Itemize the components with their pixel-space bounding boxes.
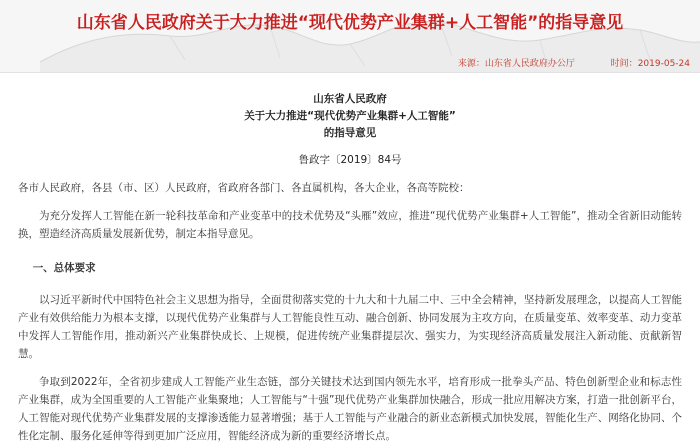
section-title: 一、总体要求 [32, 262, 96, 274]
page-title: 山东省人民政府关于大力推进“现代优势产业集群+人工智能”的指导意见 [76, 13, 624, 33]
document-heading [18, 91, 682, 142]
document-body [0, 91, 700, 445]
issuer: 山东省人民政府 [313, 93, 387, 105]
addressee: 各市人民政府，各县（市、区）人民政府，省政府各部门、各直属机构，各大企业，各高等院校： [18, 182, 470, 194]
header-banner [0, 0, 700, 73]
time-value: 2019-05-24 [637, 59, 690, 69]
paragraph: 以习近平新时代中国特色社会主义思想为指导，全面贯彻落实党的十九大和十九届二中、三中全会精神，坚持新发展理念，以提高人工智能产业有效供给能力为根本支撑，以现代优势产业集群与人工智能良性互动、融合创新、协同发展为主攻方向，在质量变革、效率变革、动力变革中发挥人工智能作用，推动新兴产业集群快成长、上规模，促进传统产业集群提层次、强实力，为实现经济高质量发展注入新动能、贡献新智慧。 [18, 294, 682, 360]
heading-line-2: 的指导意见 [323, 127, 377, 139]
source-label: 来源： [457, 59, 485, 69]
document-number: 鲁政字〔2019〕84号 [298, 154, 402, 166]
article-meta [454, 56, 690, 69]
intro-paragraph: 为充分发挥人工智能在新一轮科技革命和产业变革中的技术优势及“头雁”效应，推进“现代优势产业集群+人工智能”，推动全省新旧动能转换，塑造经济高质量发展新优势，制定本指导意见。 [18, 210, 682, 240]
source-value[interactable]: 山东省人民政府办公厅 [484, 59, 575, 69]
paragraph: 争取到2022年，全省初步建成人工智能产业生态链，部分关键技术达到国内领先水平，培育形成一批拳头产品、特色创新型企业和标志性产业集群，成为全国重要的人工智能产业集聚地；人工智能与“十强”现代优势产业集群加快融合，形成一批应用解决方案，打造一批创新平台，人工智能对现代优势产业集群发展的支撑渗透能力显著增强；基于人工智能与产业融合的新业态新模式加快发展，智能化生产、网络化协同、个性化定制、服务化延伸等得到更加广泛应用，智能经济成为新的重要经济增长点。 [18, 376, 682, 442]
time-label: 时间： [610, 59, 638, 69]
heading-line-1: 关于大力推进“现代优势产业集群+人工智能” [244, 110, 456, 122]
